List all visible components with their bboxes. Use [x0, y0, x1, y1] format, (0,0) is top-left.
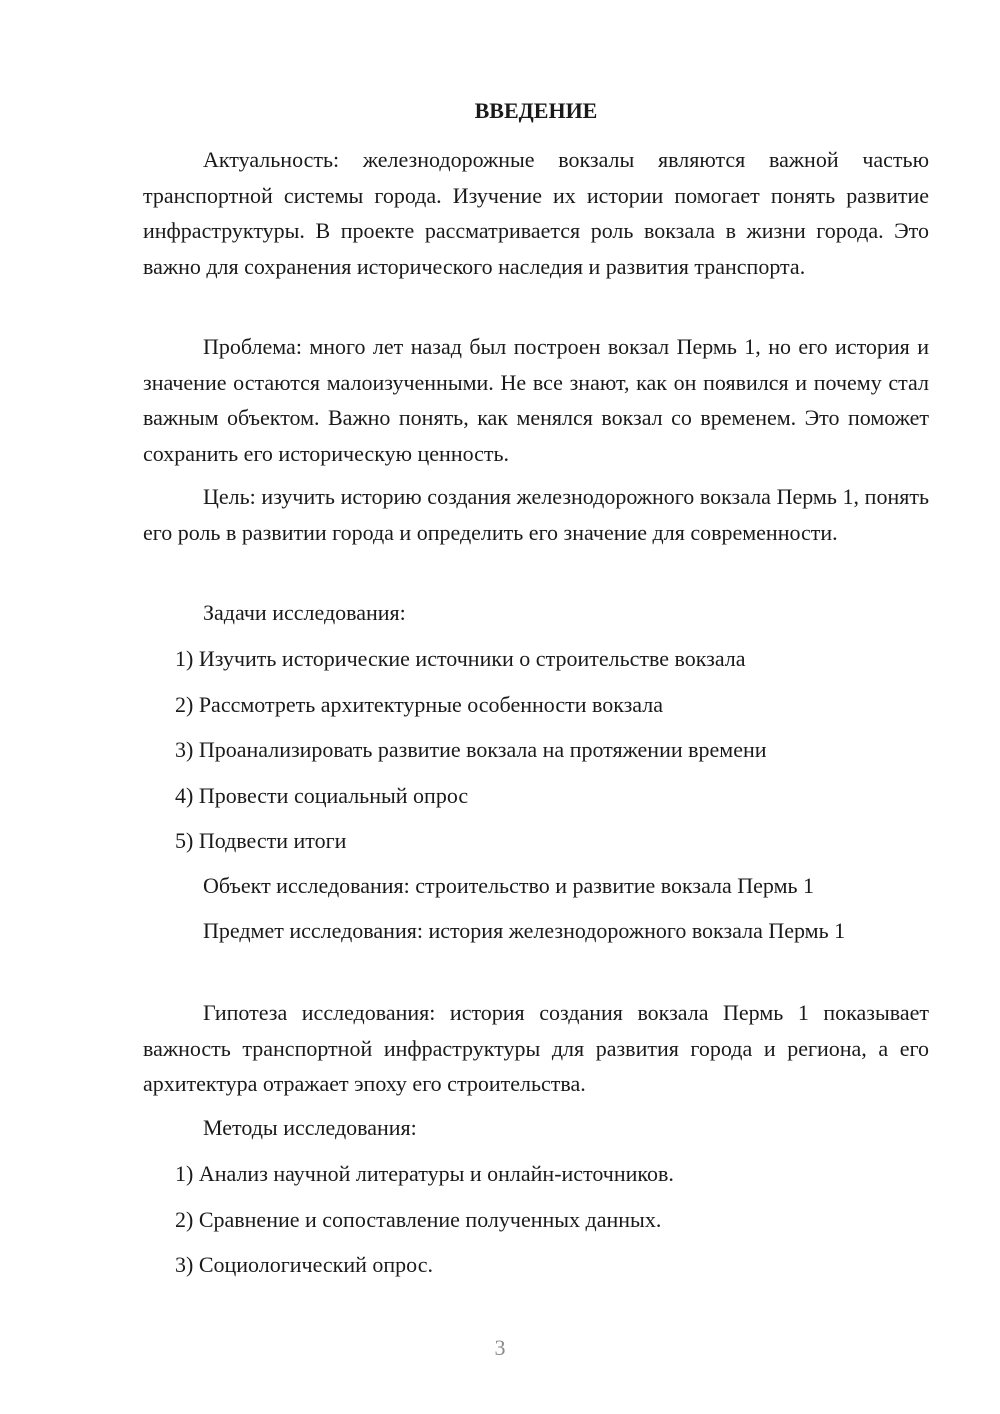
goal-paragraph: [143, 479, 929, 550]
list-item: 1) Анализ научной литературы и онлайн-источников.: [175, 1161, 674, 1186]
list-item: 5) Подвести итоги: [175, 828, 347, 853]
section-title: ВВЕДЕНИЕ: [474, 98, 598, 123]
tasks-heading: Задачи исследования:: [203, 600, 406, 625]
object-paragraph: [143, 868, 929, 904]
hypothesis-text: Гипотеза исследования: история создания вокзала Пермь 1 показывает важность транспортной инфраструктуры для развития города и региона, а его архитектура отражает эпоху его строительства.: [143, 1000, 929, 1096]
subject-text: Предмет исследования: история железнодорожного вокзала Пермь 1: [203, 918, 846, 943]
hypothesis-paragraph: [143, 995, 929, 1102]
object-text: Объект исследования: строительство и развитие вокзала Пермь 1: [203, 873, 815, 898]
list-item: 4) Провести социальный опрос: [175, 782, 469, 808]
page-number: 3: [494, 1335, 506, 1360]
problem-paragraph: [143, 329, 929, 471]
tasks-list: [143, 641, 929, 859]
goal-text: Цель: изучить историю создания железнодорожного вокзала Пермь 1, понять его роль в развитии города и определить его значение для современности.: [143, 484, 929, 545]
list-item: 3) Проанализировать развитие вокзала на протяжении времени: [175, 737, 767, 762]
actuality-paragraph: [143, 142, 929, 284]
subject-paragraph: [143, 913, 929, 949]
list-item: 3) Социологический опрос.: [175, 1252, 433, 1277]
tasks-heading-block: [143, 595, 929, 631]
problem-text: Проблема: много лет назад был построен вокзал Пермь 1, но его история и значение остаются малоизученными. Не все знают, как он появился и почему стал важным объектом. Важно понять, как менялся вокзал со временем. Это поможет сохранить его историческую ценность.: [143, 334, 929, 466]
list-item: 2) Рассмотреть архитектурные особенности вокзала: [175, 691, 663, 717]
actuality-text: Актуальность: железнодорожные вокзалы являются важной частью транспортной системы города. Изучение их истории помогает понять развитие инфраструктуры. В проекте рассматривается роль вокзала в жизни города. Это важно для сохранения исторического наследия и развития транспорта.: [143, 147, 929, 279]
methods-heading-block: [143, 1110, 929, 1146]
list-item: 2) Сравнение и сопоставление полученных данных.: [175, 1206, 662, 1232]
list-item: 1) Изучить исторические источники о строительстве вокзала: [175, 646, 746, 671]
methods-heading: Методы исследования:: [203, 1115, 417, 1140]
methods-list: [143, 1156, 929, 1283]
